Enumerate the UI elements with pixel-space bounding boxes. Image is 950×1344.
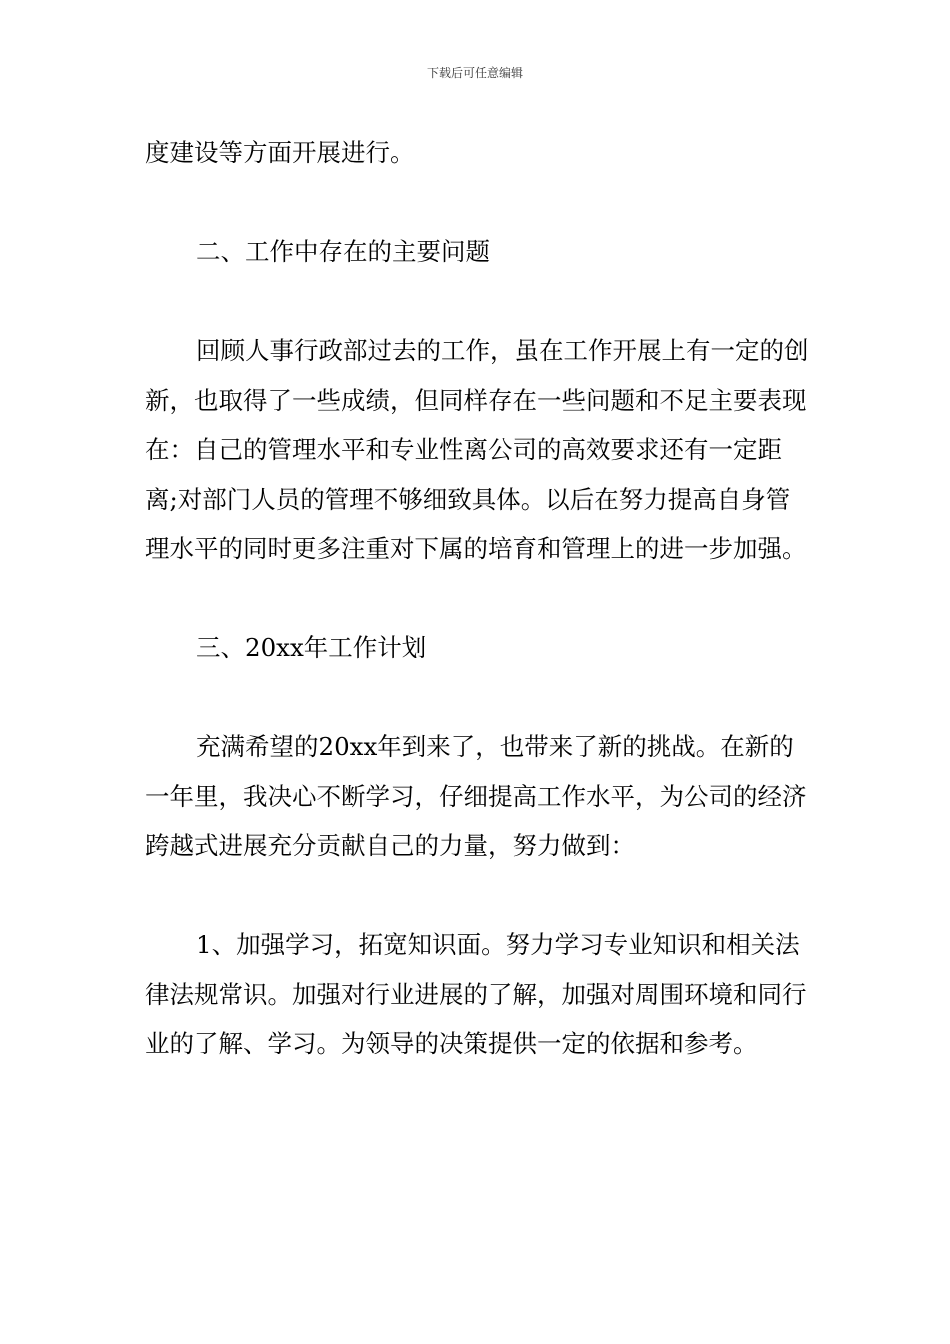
paragraph-plan-intro: 充满希望的20xx年到来了，也带来了新的挑战。在新的一年里，我决心不断学习，仔细提高工作水平，为公司的经济跨越式进展充分贡献自己的力量，努力做到： <box>145 732 807 860</box>
paragraph-problems: 回顾人事行政部过去的工作，虽在工作开展上有一定的创新，也取得了一些成绩，但同样存在一些问题和不足主要表现在：自己的管理水平和专业性离公司的高效要求还有一定距离;对部门人员的管理不够细致具体。以后在努力提高自身管理水平的同时更多注重对下属的培育和管理上的进一步加强。 <box>145 336 809 563</box>
section-heading-problems: 二、工作中存在的主要问题 <box>196 237 490 266</box>
paragraph-continued: 度建设等方面开展进行。 <box>145 138 415 167</box>
section-heading-plan: 三、20xx年工作计划 <box>196 633 427 662</box>
page-header-note: 下载后可任意编辑 <box>426 66 523 80</box>
paragraph-plan-item-1: 1、加强学习，拓宽知识面。努力学习专业知识和相关法律法规常识。加强对行业进展的了解，加强对周围环境和同行业的了解、学习。为领导的决策提供一定的依据和参考。 <box>145 930 807 1058</box>
document-body <box>145 128 809 1069</box>
